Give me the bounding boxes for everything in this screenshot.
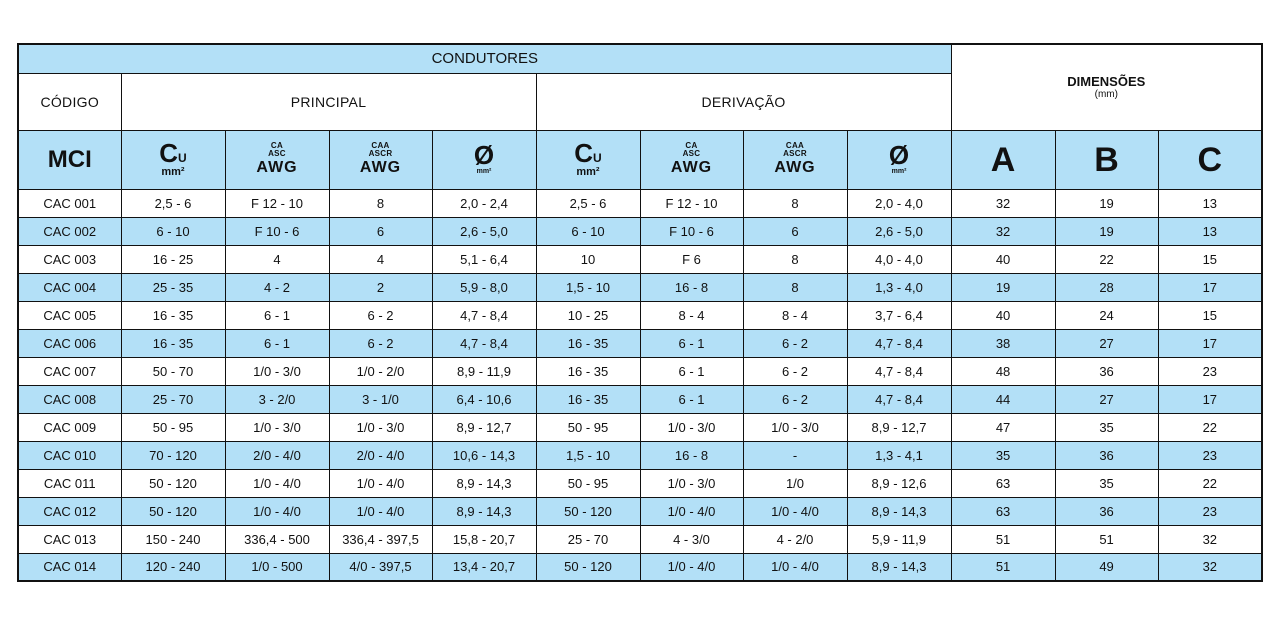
- dimension-a-cell: 63: [951, 469, 1055, 497]
- ca-label: CA: [685, 141, 698, 150]
- principal-diameter-cell: 8,9 - 14,3: [432, 497, 536, 525]
- code-cell: CAC 014: [18, 553, 121, 581]
- principal-caa-cell: 1/0 - 2/0: [329, 357, 432, 385]
- principal-diameter-cell: 8,9 - 12,7: [432, 413, 536, 441]
- principal-cu-cell: 16 - 25: [121, 245, 225, 273]
- principal-ca-cell: F 12 - 10: [225, 189, 329, 217]
- principal-caa-cell: 6 - 2: [329, 301, 432, 329]
- derivation-diameter-cell: 1,3 - 4,1: [847, 441, 951, 469]
- principal-caa-cell: 1/0 - 4/0: [329, 469, 432, 497]
- derivation-ca-cell: 1/0 - 4/0: [640, 553, 743, 581]
- principal-cu-cell: 120 - 240: [121, 553, 225, 581]
- principal-diameter-cell: 2,0 - 2,4: [432, 189, 536, 217]
- dimension-b-cell: 51: [1055, 525, 1158, 553]
- derivation-cu-cell: 50 - 95: [536, 469, 640, 497]
- derivation-caa-cell: 6 - 2: [743, 357, 847, 385]
- principal-ca-header: [225, 130, 329, 189]
- ascr-label: ASCR: [368, 149, 393, 158]
- derivation-cu-header: [536, 130, 640, 189]
- dimension-b-cell: 22: [1055, 245, 1158, 273]
- derivation-ca-cell: 6 - 1: [640, 357, 743, 385]
- dimension-b-label: B: [1094, 140, 1119, 179]
- dimension-b-cell: 35: [1055, 469, 1158, 497]
- principal-header: PRINCIPAL: [121, 73, 536, 130]
- derivation-cu-cell: 50 - 95: [536, 413, 640, 441]
- derivation-ca-cell: 1/0 - 3/0: [640, 413, 743, 441]
- derivation-diameter-cell: 4,7 - 8,4: [847, 329, 951, 357]
- principal-caa-cell: 6 - 2: [329, 329, 432, 357]
- derivation-caa-cell: 1/0 - 3/0: [743, 413, 847, 441]
- model-header: [18, 130, 121, 189]
- code-cell: CAC 013: [18, 525, 121, 553]
- table-row: [18, 245, 1262, 273]
- awg-label: AWG: [256, 159, 298, 176]
- derivation-diameter-cell: 8,9 - 14,3: [847, 497, 951, 525]
- code-cell: CAC 004: [18, 273, 121, 301]
- derivation-ca-cell: F 12 - 10: [640, 189, 743, 217]
- derivation-cu-cell: 2,5 - 6: [536, 189, 640, 217]
- principal-caa-cell: 2/0 - 4/0: [329, 441, 432, 469]
- derivation-diameter-cell: 4,7 - 8,4: [847, 357, 951, 385]
- dimension-c-label: C: [1197, 140, 1223, 179]
- principal-diameter-cell: 8,9 - 14,3: [432, 469, 536, 497]
- principal-cu-cell: 2,5 - 6: [121, 189, 225, 217]
- dimension-c-cell: 23: [1158, 441, 1262, 469]
- cu-symbol: C: [574, 137, 594, 168]
- derivation-ca-cell: 16 - 8: [640, 441, 743, 469]
- derivation-cu-cell: 50 - 120: [536, 553, 640, 581]
- table-row: [18, 217, 1262, 245]
- cu-subscript: U: [178, 150, 187, 165]
- code-cell: CAC 012: [18, 497, 121, 525]
- principal-diameter-cell: 13,4 - 20,7: [432, 553, 536, 581]
- diameter-unit: mm²: [891, 167, 907, 175]
- dimension-a-cell: 44: [951, 385, 1055, 413]
- principal-ca-cell: 3 - 2/0: [225, 385, 329, 413]
- caa-label: CAA: [785, 141, 805, 150]
- principal-cu-cell: 50 - 120: [121, 497, 225, 525]
- code-cell: CAC 005: [18, 301, 121, 329]
- dimension-c-cell: 13: [1158, 217, 1262, 245]
- derivation-diameter-header: [847, 130, 951, 189]
- principal-cu-cell: 50 - 70: [121, 357, 225, 385]
- principal-diameter-cell: 15,8 - 20,7: [432, 525, 536, 553]
- derivation-cu-cell: 25 - 70: [536, 525, 640, 553]
- principal-cu-cell: 25 - 35: [121, 273, 225, 301]
- asc-label: ASC: [268, 149, 286, 158]
- table-row: [18, 385, 1262, 413]
- dimension-a-cell: 38: [951, 329, 1055, 357]
- derivation-caa-cell: 6: [743, 217, 847, 245]
- dimension-c-cell: 23: [1158, 357, 1262, 385]
- dimension-a-cell: 32: [951, 217, 1055, 245]
- table-row: [18, 329, 1262, 357]
- principal-cu-cell: 25 - 70: [121, 385, 225, 413]
- derivation-ca-cell: 16 - 8: [640, 273, 743, 301]
- dimension-c-cell: 17: [1158, 329, 1262, 357]
- dimension-c-cell: 22: [1158, 469, 1262, 497]
- principal-diameter-cell: 6,4 - 10,6: [432, 385, 536, 413]
- principal-cu-cell: 16 - 35: [121, 301, 225, 329]
- principal-ca-cell: 2/0 - 4/0: [225, 441, 329, 469]
- table-row: [18, 357, 1262, 385]
- conductors-group-header: CONDUTORES: [18, 44, 951, 73]
- principal-caa-header: [329, 130, 432, 189]
- derivation-caa-cell: 8 - 4: [743, 301, 847, 329]
- dimension-b-header: [1055, 130, 1158, 189]
- code-cell: CAC 011: [18, 469, 121, 497]
- cu-subscript: U: [593, 150, 602, 165]
- derivation-caa-cell: 8: [743, 273, 847, 301]
- dimension-c-cell: 15: [1158, 245, 1262, 273]
- principal-caa-cell: 1/0 - 4/0: [329, 497, 432, 525]
- dimension-c-cell: 15: [1158, 301, 1262, 329]
- table-row: [18, 441, 1262, 469]
- derivation-diameter-cell: 1,3 - 4,0: [847, 273, 951, 301]
- principal-ca-cell: 4 - 2: [225, 273, 329, 301]
- principal-cu-cell: 150 - 240: [121, 525, 225, 553]
- connector-spec-table: [17, 43, 1263, 582]
- code-header: CÓDIGO: [18, 73, 121, 130]
- code-cell: CAC 008: [18, 385, 121, 413]
- principal-cu-cell: 50 - 120: [121, 469, 225, 497]
- dimension-a-cell: 51: [951, 553, 1055, 581]
- principal-ca-cell: 1/0 - 3/0: [225, 413, 329, 441]
- derivation-caa-cell: 1/0 - 4/0: [743, 497, 847, 525]
- derivation-ca-cell: 6 - 1: [640, 329, 743, 357]
- table-body: [18, 189, 1262, 581]
- principal-ca-cell: 1/0 - 4/0: [225, 469, 329, 497]
- dimension-b-cell: 36: [1055, 497, 1158, 525]
- derivation-cu-cell: 1,5 - 10: [536, 273, 640, 301]
- derivation-caa-cell: 1/0: [743, 469, 847, 497]
- awg-label: AWG: [670, 159, 713, 176]
- derivation-ca-cell: 8 - 4: [640, 301, 743, 329]
- table-row: [18, 301, 1262, 329]
- dimension-a-cell: 35: [951, 441, 1055, 469]
- derivation-diameter-cell: 3,7 - 6,4: [847, 301, 951, 329]
- principal-caa-cell: 336,4 - 397,5: [329, 525, 432, 553]
- principal-cu-cell: 50 - 95: [121, 413, 225, 441]
- diameter-icon: Ø: [473, 139, 495, 170]
- dimension-a-cell: 48: [951, 357, 1055, 385]
- principal-diameter-cell: 5,9 - 8,0: [432, 273, 536, 301]
- awg-label: AWG: [774, 159, 816, 176]
- derivation-diameter-cell: 4,0 - 4,0: [847, 245, 951, 273]
- dimension-b-cell: 49: [1055, 553, 1158, 581]
- dimension-a-cell: 40: [951, 301, 1055, 329]
- derivation-caa-cell: 1/0 - 4/0: [743, 553, 847, 581]
- dimension-b-cell: 24: [1055, 301, 1158, 329]
- principal-ca-cell: 1/0 - 4/0: [225, 497, 329, 525]
- principal-ca-cell: 4: [225, 245, 329, 273]
- dimension-b-cell: 27: [1055, 329, 1158, 357]
- principal-ca-cell: 1/0 - 3/0: [225, 357, 329, 385]
- dimension-a-cell: 51: [951, 525, 1055, 553]
- principal-caa-cell: 2: [329, 273, 432, 301]
- dimension-b-cell: 35: [1055, 413, 1158, 441]
- dimension-a-cell: 40: [951, 245, 1055, 273]
- dimension-a-cell: 19: [951, 273, 1055, 301]
- dimension-b-cell: 36: [1055, 357, 1158, 385]
- principal-diameter-header: [432, 130, 536, 189]
- principal-cu-cell: 16 - 35: [121, 329, 225, 357]
- table-row: [18, 469, 1262, 497]
- dimension-c-cell: 23: [1158, 497, 1262, 525]
- table-row: [18, 189, 1262, 217]
- table-row: [18, 553, 1262, 581]
- principal-cu-cell: 6 - 10: [121, 217, 225, 245]
- principal-caa-cell: 3 - 1/0: [329, 385, 432, 413]
- derivation-caa-cell: 8: [743, 245, 847, 273]
- dimension-a-cell: 32: [951, 189, 1055, 217]
- derivation-cu-cell: 1,5 - 10: [536, 441, 640, 469]
- dimensions-group-header: [951, 44, 1262, 130]
- model-label: MCI: [47, 145, 92, 173]
- derivation-cu-cell: 50 - 120: [536, 497, 640, 525]
- derivation-caa-header: [743, 130, 847, 189]
- table-row: [18, 525, 1262, 553]
- principal-diameter-cell: 10,6 - 14,3: [432, 441, 536, 469]
- derivation-cu-cell: 6 - 10: [536, 217, 640, 245]
- derivation-ca-cell: 4 - 3/0: [640, 525, 743, 553]
- table-row: [18, 413, 1262, 441]
- derivation-ca-cell: 1/0 - 4/0: [640, 497, 743, 525]
- derivation-diameter-cell: 8,9 - 14,3: [847, 553, 951, 581]
- principal-diameter-cell: 2,6 - 5,0: [432, 217, 536, 245]
- table-row: [18, 497, 1262, 525]
- derivation-ca-cell: F 6: [640, 245, 743, 273]
- derivation-caa-cell: 6 - 2: [743, 385, 847, 413]
- caa-label: CAA: [371, 141, 390, 150]
- code-cell: CAC 010: [18, 441, 121, 469]
- dimension-c-cell: 13: [1158, 189, 1262, 217]
- dimension-c-cell: 22: [1158, 413, 1262, 441]
- derivation-ca-cell: F 10 - 6: [640, 217, 743, 245]
- dimension-b-cell: 36: [1055, 441, 1158, 469]
- dimension-b-cell: 28: [1055, 273, 1158, 301]
- principal-diameter-cell: 5,1 - 6,4: [432, 245, 536, 273]
- dimension-a-cell: 47: [951, 413, 1055, 441]
- derivation-caa-cell: 4 - 2/0: [743, 525, 847, 553]
- derivation-diameter-cell: 2,0 - 4,0: [847, 189, 951, 217]
- code-cell: CAC 003: [18, 245, 121, 273]
- dimensions-title: DIMENSÕES: [1067, 73, 1146, 89]
- derivation-header: DERIVAÇÃO: [536, 73, 951, 130]
- derivation-diameter-cell: 2,6 - 5,0: [847, 217, 951, 245]
- derivation-caa-cell: -: [743, 441, 847, 469]
- derivation-cu-cell: 16 - 35: [536, 329, 640, 357]
- dimension-c-cell: 32: [1158, 525, 1262, 553]
- principal-cu-header: [121, 130, 225, 189]
- derivation-cu-cell: 10 - 25: [536, 301, 640, 329]
- principal-caa-cell: 1/0 - 3/0: [329, 413, 432, 441]
- dimensions-unit: (mm): [1094, 88, 1118, 100]
- dimension-c-cell: 32: [1158, 553, 1262, 581]
- derivation-diameter-cell: 4,7 - 8,4: [847, 385, 951, 413]
- principal-ca-cell: 336,4 - 500: [225, 525, 329, 553]
- ascr-label: ASCR: [783, 149, 807, 158]
- principal-diameter-cell: 8,9 - 11,9: [432, 357, 536, 385]
- derivation-diameter-cell: 5,9 - 11,9: [847, 525, 951, 553]
- diameter-icon: Ø: [888, 139, 910, 170]
- derivation-cu-cell: 10: [536, 245, 640, 273]
- cu-unit: mm²: [576, 165, 600, 178]
- dimension-c-cell: 17: [1158, 385, 1262, 413]
- diameter-unit: mm²: [476, 167, 492, 175]
- principal-caa-cell: 8: [329, 189, 432, 217]
- principal-diameter-cell: 4,7 - 8,4: [432, 301, 536, 329]
- derivation-diameter-cell: 8,9 - 12,6: [847, 469, 951, 497]
- code-cell: CAC 006: [18, 329, 121, 357]
- dimension-b-cell: 19: [1055, 217, 1158, 245]
- code-cell: CAC 009: [18, 413, 121, 441]
- cu-unit: mm²: [161, 165, 185, 178]
- table-row: [18, 273, 1262, 301]
- principal-diameter-cell: 4,7 - 8,4: [432, 329, 536, 357]
- dimension-c-cell: 17: [1158, 273, 1262, 301]
- dimension-c-header: [1158, 130, 1262, 189]
- asc-label: ASC: [682, 149, 701, 158]
- derivation-ca-cell: 1/0 - 3/0: [640, 469, 743, 497]
- ca-label: CA: [270, 141, 284, 150]
- derivation-cu-cell: 16 - 35: [536, 385, 640, 413]
- principal-ca-cell: F 10 - 6: [225, 217, 329, 245]
- principal-ca-cell: 6 - 1: [225, 329, 329, 357]
- derivation-caa-cell: 8: [743, 189, 847, 217]
- principal-cu-cell: 70 - 120: [121, 441, 225, 469]
- dimension-b-cell: 19: [1055, 189, 1158, 217]
- code-cell: CAC 001: [18, 189, 121, 217]
- dimension-b-cell: 27: [1055, 385, 1158, 413]
- derivation-cu-cell: 16 - 35: [536, 357, 640, 385]
- derivation-caa-cell: 6 - 2: [743, 329, 847, 357]
- principal-ca-cell: 1/0 - 500: [225, 553, 329, 581]
- code-cell: CAC 007: [18, 357, 121, 385]
- awg-label: AWG: [359, 159, 402, 176]
- dimension-a-label: A: [990, 140, 1016, 179]
- derivation-diameter-cell: 8,9 - 12,7: [847, 413, 951, 441]
- cu-symbol: C: [159, 137, 179, 168]
- principal-caa-cell: 6: [329, 217, 432, 245]
- principal-ca-cell: 6 - 1: [225, 301, 329, 329]
- principal-caa-cell: 4/0 - 397,5: [329, 553, 432, 581]
- derivation-ca-cell: 6 - 1: [640, 385, 743, 413]
- dimension-a-header: [951, 130, 1055, 189]
- code-cell: CAC 002: [18, 217, 121, 245]
- principal-caa-cell: 4: [329, 245, 432, 273]
- derivation-ca-header: [640, 130, 743, 189]
- dimension-a-cell: 63: [951, 497, 1055, 525]
